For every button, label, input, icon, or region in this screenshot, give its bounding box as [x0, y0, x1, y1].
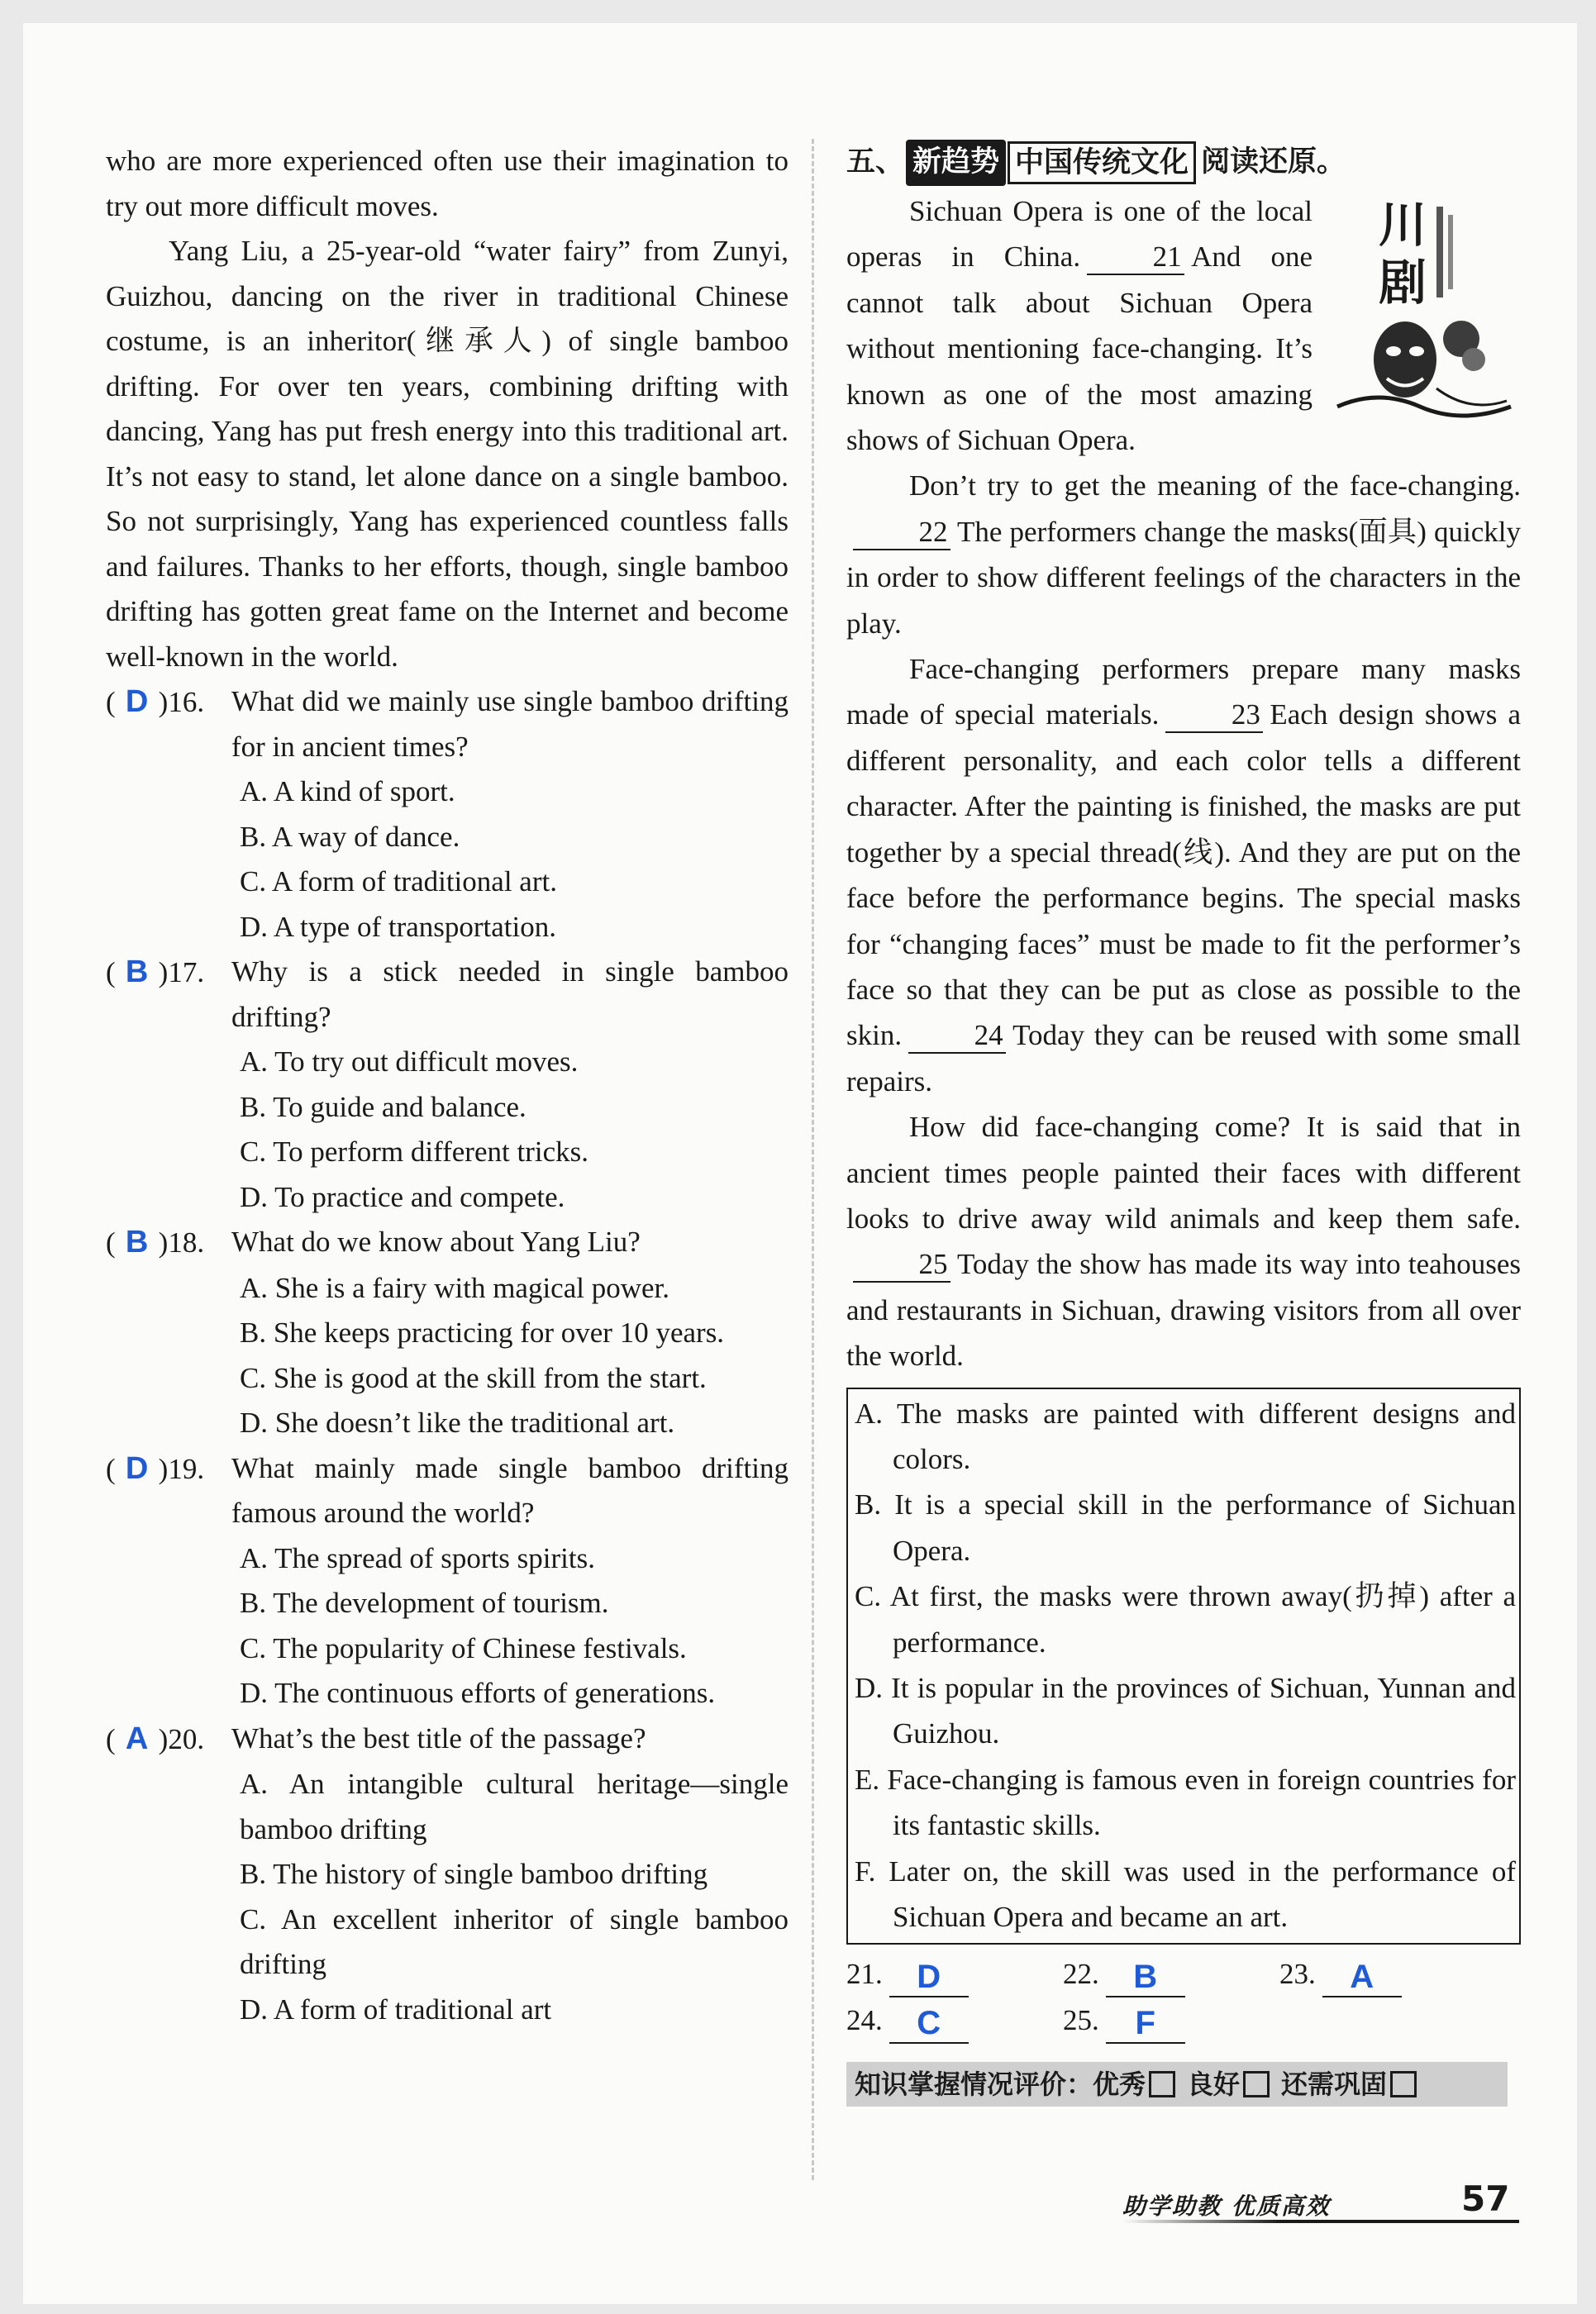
option: B. A way of dance.	[240, 820, 460, 853]
option: D. It is popular in the provinces of Sichuan, Yunnan and Guizhou.	[855, 1672, 1516, 1750]
eval-checkbox-needs-review[interactable]	[1390, 2071, 1417, 2097]
eval-checkbox-excellent[interactable]	[1149, 2071, 1175, 2097]
answer-mark: D	[125, 1450, 149, 1486]
question-text: What’s the best title of the passage?	[231, 1721, 646, 1755]
option: C. To perform different tricks.	[240, 1136, 588, 1168]
question-19: ( D )19. What mainly made single bamboo drifting famous around the world? A. The spread of sports spirits. B. The development of tourism. C. The popularity of Chinese festivals. D. The continuous efforts of generations.	[106, 1446, 788, 1716]
option: C. She is good at the skill from the start.	[240, 1361, 707, 1394]
topic-tag: 中国传统文化	[1008, 141, 1196, 184]
option: C. An excellent inheritor of single bamboo drifting	[240, 1902, 788, 1980]
question-16: ( D )16. What did we mainly use single bamboo drifting for in ancient times? A. A kind of sport. B. A way of dance. C. A form of traditional art. D. A type of transportation.	[106, 679, 788, 950]
answer-25: F	[1106, 2004, 1185, 2044]
passage-paragraph: Face-changing performers prepare many masks made of special materials. 23 Each design shows a different personality, and each color tells a different character. After the painting is finished, the masks are put together by a special thread(线). And they are put on the face before the performance begins. The special masks for “changing faces” must be made to fit the performer’s face so that they can be put as close as possible to the skin. 24 Today they can be reused with some small repairs.	[846, 653, 1521, 1097]
question-text: What did we mainly use single bamboo drifting for in ancient times?	[231, 685, 788, 763]
question-18: ( B )18. What do we know about Yang Liu? A. She is a fairy with magical power. B. She keeps practicing for over 10 years. C. She is good at the skill from the start. D. She doesn’t like the traditional art.	[106, 1220, 788, 1446]
footer-slogan: 助学助教 优质高效	[1122, 2193, 1331, 2220]
right-column	[846, 139, 1521, 2107]
blank-24: 24	[908, 1019, 1006, 1054]
passage-paragraph: Don’t try to get the meaning of the face-changing.22 The performers change the masks(面具) quickly in order to show different feelings of the characters in the play.	[846, 469, 1521, 640]
answer-24: C	[889, 2004, 969, 2044]
question-17: ( B )17. Why is a stick needed in single bamboo drifting? A. To try out difficult moves. B. To guide and balance. C. To perform different tricks. D. To practice and compete.	[106, 950, 788, 1220]
option: C. A form of traditional art.	[240, 865, 557, 898]
blank-21: 21	[1087, 240, 1184, 275]
answer-mark: A	[125, 1721, 149, 1756]
option: F. Later on, the skill was used in the performance of Sichuan Opera and became an art.	[855, 1855, 1516, 1934]
blank-22: 22	[853, 516, 950, 550]
passage-paragraph: How did face-changing come? It is said that in ancient times people painted their faces with different looks to drive away wild animals and keep them safe.25 Today the show has made its way into teahouses and restaurants in Sichuan, drawing visitors from all over the world.	[846, 1111, 1521, 1373]
question-text: What do we know about Yang Liu?	[231, 1226, 641, 1258]
option: E. Face-changing is famous even in foreign countries for its fantastic skills.	[855, 1763, 1516, 1842]
option: B. To guide and balance.	[240, 1090, 526, 1123]
option: C. At first, the masks were thrown away(扔掉) after a performance.	[855, 1580, 1516, 1659]
option: C. The popularity of Chinese festivals.	[240, 1631, 687, 1664]
page-number: 57	[1461, 2178, 1510, 2219]
option: A. To try out difficult moves.	[240, 1045, 579, 1078]
option: D. The continuous efforts of generations.	[240, 1677, 716, 1709]
answer-mark: B	[125, 1225, 149, 1259]
option: A. A kind of sport.	[240, 775, 455, 807]
page-footer	[1122, 2172, 1536, 2230]
option: B. The development of tourism.	[240, 1587, 609, 1619]
option: A. She is a fairy with magical power.	[240, 1271, 670, 1304]
answer-mark: D	[125, 684, 149, 719]
answer-lines: 21. D 22. B 23. A 24. C 25. F	[846, 1951, 1521, 2044]
self-evaluation-bar: 知识掌握情况评价： 优秀 良好 还需巩固	[846, 2062, 1508, 2107]
eval-checkbox-good[interactable]	[1243, 2071, 1270, 2097]
answer-22: B	[1106, 1958, 1185, 1997]
option: D. A form of traditional art	[240, 1993, 552, 2026]
svg-text:川: 川	[1379, 197, 1427, 253]
passage-paragraph: Yang Liu, a 25-year-old “water fairy” from Zunyi, Guizhou, dancing on the river in traditional Chinese costume, is an inheritor(继承人) of single bamboo drifting. For over ten years, combining drifting with dancing, Yang has put fresh energy into this traditional art. It’s not easy to stand, let alone dance on a single bamboo. So not surprisingly, Yang has experienced countless falls and failures. Thanks to her efforts, though, single bamboo drifting has gotten great fame on the Internet and become well-known in the world.	[106, 235, 788, 673]
option: A. An intangible cultural heritage—single bamboo drifting	[240, 1768, 788, 1845]
blank-25: 25	[853, 1248, 950, 1283]
section-heading: 五、 新趋势 中国传统文化 阅读还原。	[846, 139, 1521, 187]
option: D. To practice and compete.	[240, 1180, 565, 1213]
section-title: 阅读还原。	[1201, 145, 1346, 179]
option: B. It is a special skill in the performance of Sichuan Opera.	[855, 1488, 1516, 1567]
column-divider	[812, 139, 814, 2180]
option: D. A type of transportation.	[240, 910, 557, 943]
passage-paragraph: who are more experienced often use their imagination to try out more difficult moves.	[106, 145, 788, 222]
blank-23: 23	[1165, 698, 1263, 733]
option: A. The spread of sports spirits.	[240, 1541, 595, 1574]
trend-tag: 新趋势	[906, 140, 1006, 185]
sichuan-opera-illustration	[1329, 190, 1521, 438]
answer-21: D	[889, 1958, 969, 1997]
workbook-page	[23, 23, 1577, 2304]
option: D. She doesn’t like the traditional art.	[240, 1407, 675, 1439]
question-text: Why is a stick needed in single bamboo drifting?	[231, 955, 788, 1033]
option: A. The masks are painted with different designs and colors.	[855, 1397, 1516, 1475]
footer-swoosh	[1122, 2220, 1519, 2223]
option: B. The history of single bamboo drifting	[240, 1858, 708, 1890]
question-20: ( A )20. What’s the best title of the passage? A. An intangible cultural heritage—single bamboo drifting B. The history of single bamboo drifting C. An excellent inheritor of single bamboo drifting D. A form of traditional art	[106, 1716, 788, 2033]
options-box	[846, 1388, 1521, 1945]
answer-mark: B	[125, 955, 149, 989]
answer-23: A	[1322, 1958, 1402, 1997]
option: B. She keeps practicing for over 10 years.	[240, 1317, 725, 1349]
left-column	[106, 139, 788, 2032]
passage-paragraph: Sichuan Opera is one of the local operas in China. 21 And one cannot talk about Sichuan Opera without mentioning face-changing. It’s known as one of the most amazing shows of Sichuan Opera.	[846, 195, 1313, 457]
question-text: What mainly made single bamboo drifting famous around the world?	[231, 1451, 788, 1529]
svg-text:剧: 剧	[1379, 255, 1427, 311]
